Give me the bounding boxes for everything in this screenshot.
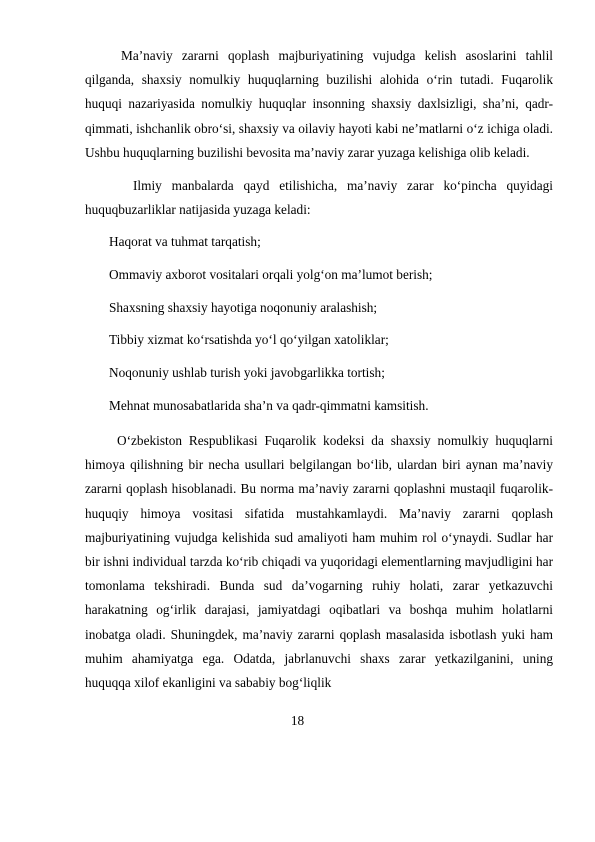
list-item: Mehnat munosabatlarida sha’n va qadr-qimmatni kamsitish.	[109, 397, 429, 413]
list-item: Shaxsning shaxsiy hayotiga noqonuniy aralashish;	[109, 299, 378, 315]
list-item: Ommaviy axborot vositalari orqali yolg‘on ma’lumot berish;	[109, 267, 433, 283]
paragraph-civil-code: O‘zbekiston Respublikasi Fuqarolik kodeksi da shaxsiy nomulkiy huquqlarni himoya qilishning bir necha usullari belgilangan bo‘lib, ulardan biri aynan ma’naviy zararni qoplash hisoblanadi. Bu norma ma’naviy zararni qoplashni mustaqil fuqarolik-huquqiy himoya vositasi sifatida mustahkamlaydi. Ma’naviy zararni qoplash majburiyatining vujudga kelishida sud amaliyoti ham muhim rol o‘ynaydi. Sudlar har bir ishni individual tarzda ko‘rib chiqadi va yuqoridagi elementlarning mavjudligini har tomonlama tekshiradi. Bunda sud da’vogarning ruhiy holati, zarar yetkazuvchi harakatning og‘irlik darajasi, jamiyatdagi oqibatlari va boshqa muhim holatlarni inobatga oladi. Shuningdek, ma’naviy zararni qoplash masalasida isbotlash yuki ham muhim ahamiyatga ega. Odatda, jabrlanuvchi shaxs zarar yetkazilganini, uning huquqqa xilof ekanligini va sababiy bog‘liqlik	[85, 433, 553, 691]
paragraph-moral-damage-analysis: Ma’naviy zararni qoplash majburiyatining vujudga kelish asoslarini tahlil qilganda, shaxsiy nomulkiy huquqlarning buzilishi alohida o‘rin tutadi. Fuqarolik huquqi nazariyasida nomulkiy huquqlar insonning shaxsiy daxlsizligi, sha’ni, qadr-qimmati, ishchanlik obro‘si, shaxsiy va oilaviy hayoti kabi ne’matlarni o‘z ichiga oladi. Ushbu huquqlarning buzilishi bevosita ma’naviy zarar yuzaga kelishiga olib keladi.	[85, 48, 553, 160]
document-page	[85, 44, 553, 695]
list-item: Tibbiy xizmat ko‘rsatishda yo‘l qo‘yilgan xatoliklar;	[109, 332, 389, 348]
list-item: Noqonuniy ushlab turish yoki javobgarlikka tortish;	[109, 365, 385, 381]
paragraph-sources-intro: Ilmiy manbalarda qayd etilishicha, ma’naviy zarar ko‘pincha quyidagi huquqbuzarliklar natijasida yuzaga keladi:	[85, 178, 553, 218]
violations-list	[85, 230, 553, 418]
page-number: 18	[290, 713, 305, 728]
list-item: Haqorat va tuhmat tarqatish;	[109, 234, 261, 250]
